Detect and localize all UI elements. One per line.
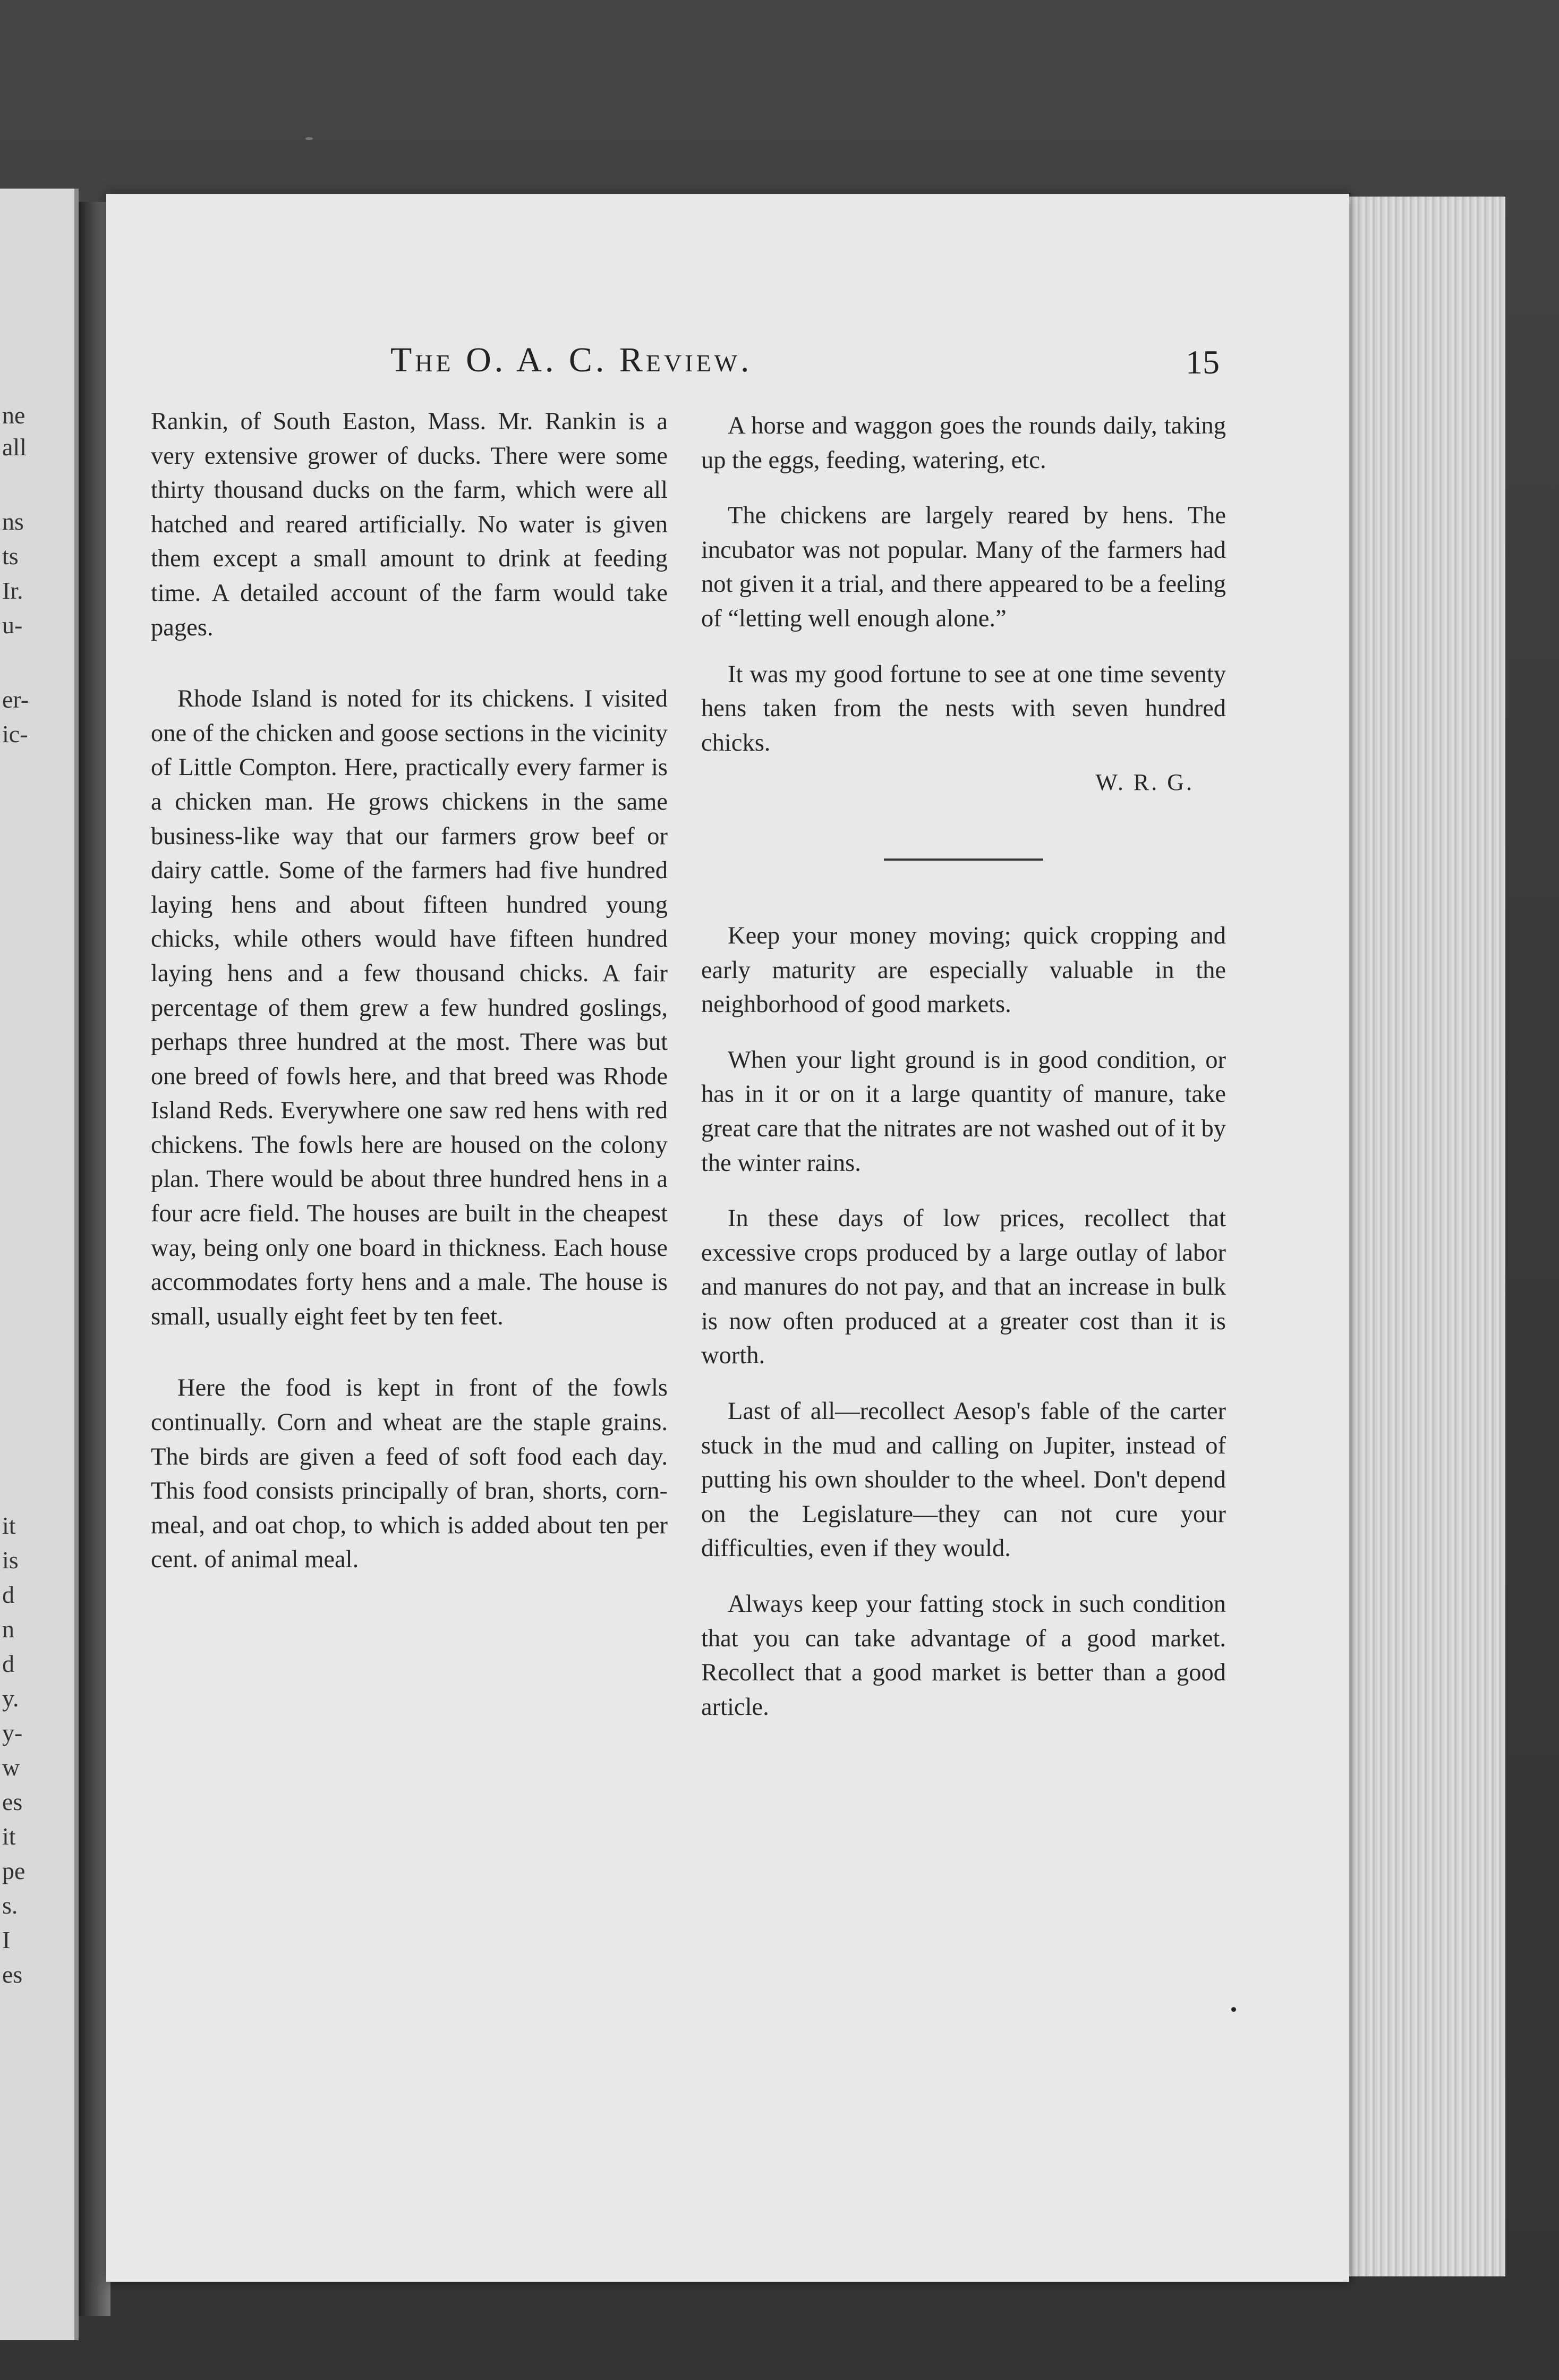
paragraph: Last of all—recollect Aesop's fable of the carter stuck in the mud and calling on Jupiter, instead of putting his own shoulder to the wheel. Don't depend on the Legislature—they can not cure your difficulties, even if they would. <box>701 1398 1226 1562</box>
paragraph: Rankin, of South Easton, Mass. Mr. Rankin is a very extensive grower of ducks. There were some thirty thousand ducks on the farm, which were all hatched and reared artificially. No water is given them except a small amount to drink at feeding time. A detailed account of the farm would take pages. <box>151 408 668 641</box>
running-head: The O. A. C. Review. <box>390 341 753 379</box>
paragraph: Rhode Island is noted for its chickens. I visited one of the chicken and goose sections in the vicinity of Little Compton. Here, practically every farmer is a chicken man. He grows chickens in the same business-like way that our farmers grow beef or dairy cattle. Some of the farmers had five hundred laying hens and about fifteen hundred young chicks, while others would have fifteen hundred laying hens and a few thousand chicks. A fair percentage of them grew a few hundred goslings, perhaps three hundred at the most. There was but one breed of fowls here, and that breed was Rhode Island Reds. Everywhere one saw red hens with red chickens. The fowls here are housed on the colony plan. There would be about three hundred hens in a four acre field. The houses are built in the cheapest way, being only one board in thickness. Each house accommodates forty hens and a male. The house is small, usually eight feet by ten feet. <box>151 685 668 1330</box>
fragment: is <box>2 1546 19 1574</box>
dust-speck <box>305 137 313 140</box>
dust-speck <box>1231 2007 1236 2012</box>
fragment: u- <box>2 611 23 639</box>
right-column <box>701 409 1226 1746</box>
paragraph: A horse and waggon goes the rounds daily, taking up the eggs, feeding, watering, etc. <box>701 412 1226 474</box>
page-edges <box>1344 197 1505 2276</box>
paragraph: When your light ground is in good condition, or has in it or on it a large quantity of manure, take great care that the nitrates are not washed out of it by the winter rains. <box>701 1046 1226 1177</box>
fragment: d <box>2 1650 14 1677</box>
paragraph: It was my good fortune to see at one time seventy hens taken from the nests with seven hundred chicks. <box>701 660 1226 756</box>
fragment: ts <box>2 542 19 570</box>
section-divider <box>884 858 1043 861</box>
fragment: ic- <box>2 720 28 747</box>
fragment: ns <box>2 508 24 535</box>
fragment: pe <box>2 1857 25 1884</box>
fragment: Ir. <box>2 577 23 604</box>
fragment: y- <box>2 1719 23 1746</box>
fragment: y. <box>2 1685 19 1712</box>
fragment: er- <box>2 686 29 713</box>
paragraph: The chickens are largely reared by hens. The incubator was not popular. Many of the farmers had not given it a trial, and there appeared to be a feeling of “letting well enough alone.” <box>701 502 1226 632</box>
left-column <box>151 405 668 1599</box>
facing-page-edge <box>0 189 79 2340</box>
fragment: w <box>2 1754 20 1781</box>
paragraph: Here the food is kept in front of the fowls continually. Corn and wheat are the staple grains. The birds are given a feed of soft food each day. This food consists principally of bran, shorts, corn-meal, and oat chop, to which is added about ten per cent. of animal meal. <box>151 1374 668 1574</box>
fragment: s. <box>2 1892 18 1919</box>
paragraph: Keep your money moving; quick cropping and early maturity are especially valuable in the neighborhood of good markets. <box>701 922 1226 1018</box>
paragraph: Always keep your fatting stock in such condition that you can take advantage of a good market. Recollect that a good market is better than a good article. <box>701 1591 1226 1721</box>
fragment: it <box>2 1512 16 1539</box>
fragment: n <box>2 1616 14 1643</box>
page-number: 15 <box>1186 343 1220 381</box>
fragment: all <box>2 434 27 461</box>
fragment: es <box>2 1788 23 1815</box>
fragment: ne <box>2 402 25 429</box>
fragment: it <box>2 1823 16 1850</box>
paragraph: In these days of low prices, recollect that excessive crops produced by a large outlay of labor and manures do not pay, and that an increase in bulk is now often produced at a greater cost than it is worth. <box>701 1205 1226 1370</box>
fragment: I <box>2 1926 11 1953</box>
book-gutter <box>79 202 110 2316</box>
fragment: es <box>2 1961 23 1988</box>
fragment: d <box>2 1581 14 1608</box>
author-signature: W. R. G. <box>1095 769 1194 796</box>
